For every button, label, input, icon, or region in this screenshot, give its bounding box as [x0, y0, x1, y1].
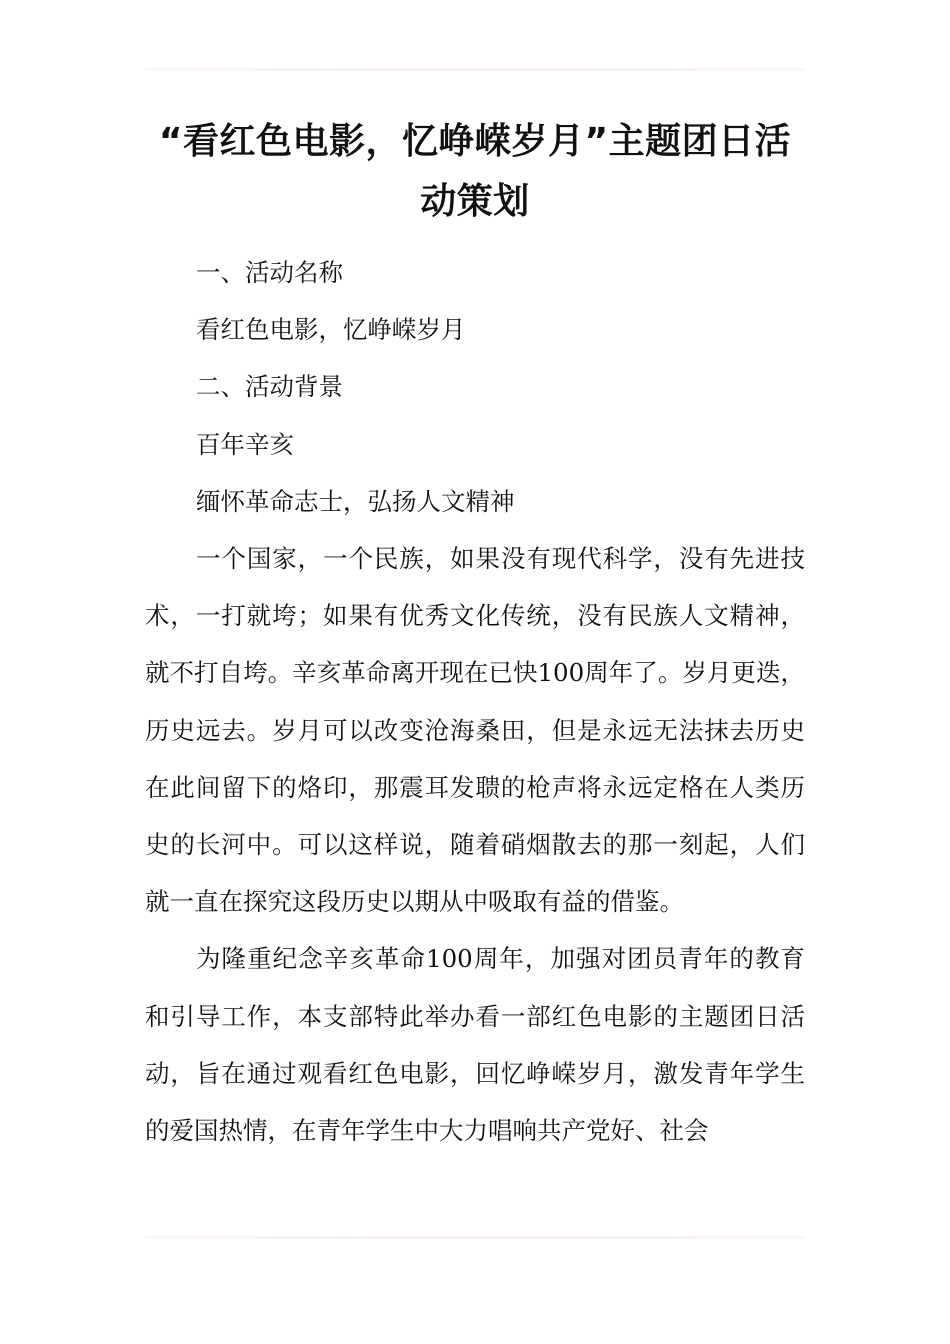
body-paragraph: 一个国家，一个民族，如果没有现代科学，没有先进技术，一打就垮；如果有优秀文化传统，没有民族人文精神，就不打自垮。辛亥革命离开现在已快100周年了。岁月更迭，历史远去。岁月可以改变沧海桑田，但是永远无法抹去历史在此间留下的烙印，那震耳发聩的枪声将永远定格在人类历史的长河中。可以这样说，随着硝烟散去的那一刻起，人们就一直在探究这段历史以期从中吸取有益的借鉴。 — [145, 544, 805, 917]
subheading-slogan: 缅怀革命志士，弘扬人文精神 — [196, 486, 515, 516]
subheading-centennial: 百年辛亥 — [196, 429, 294, 459]
header-rule — [145, 68, 805, 71]
activity-name-text: 看红色电影，忆峥嵘岁月 — [196, 315, 466, 345]
footer-rule — [145, 1236, 805, 1239]
document-body — [145, 244, 805, 1159]
section-heading-activity-name: 一、活动名称 — [196, 258, 343, 287]
page-title: “看红色电影，忆峥嵘岁月”主题团日活动策划 — [158, 121, 792, 222]
section-heading-background: 二、活动背景 — [196, 372, 343, 402]
body-paragraph: 为隆重纪念辛亥革命100周年，加强对团员青年的教育和引导工作，本支部特此举办看一部红色电影的主题团日活动，旨在通过观看红色电影，回忆峥嵘岁月，激发青年学生的爱国热情，在青年学生中大力唱响共产党好、社会 — [145, 944, 805, 1146]
